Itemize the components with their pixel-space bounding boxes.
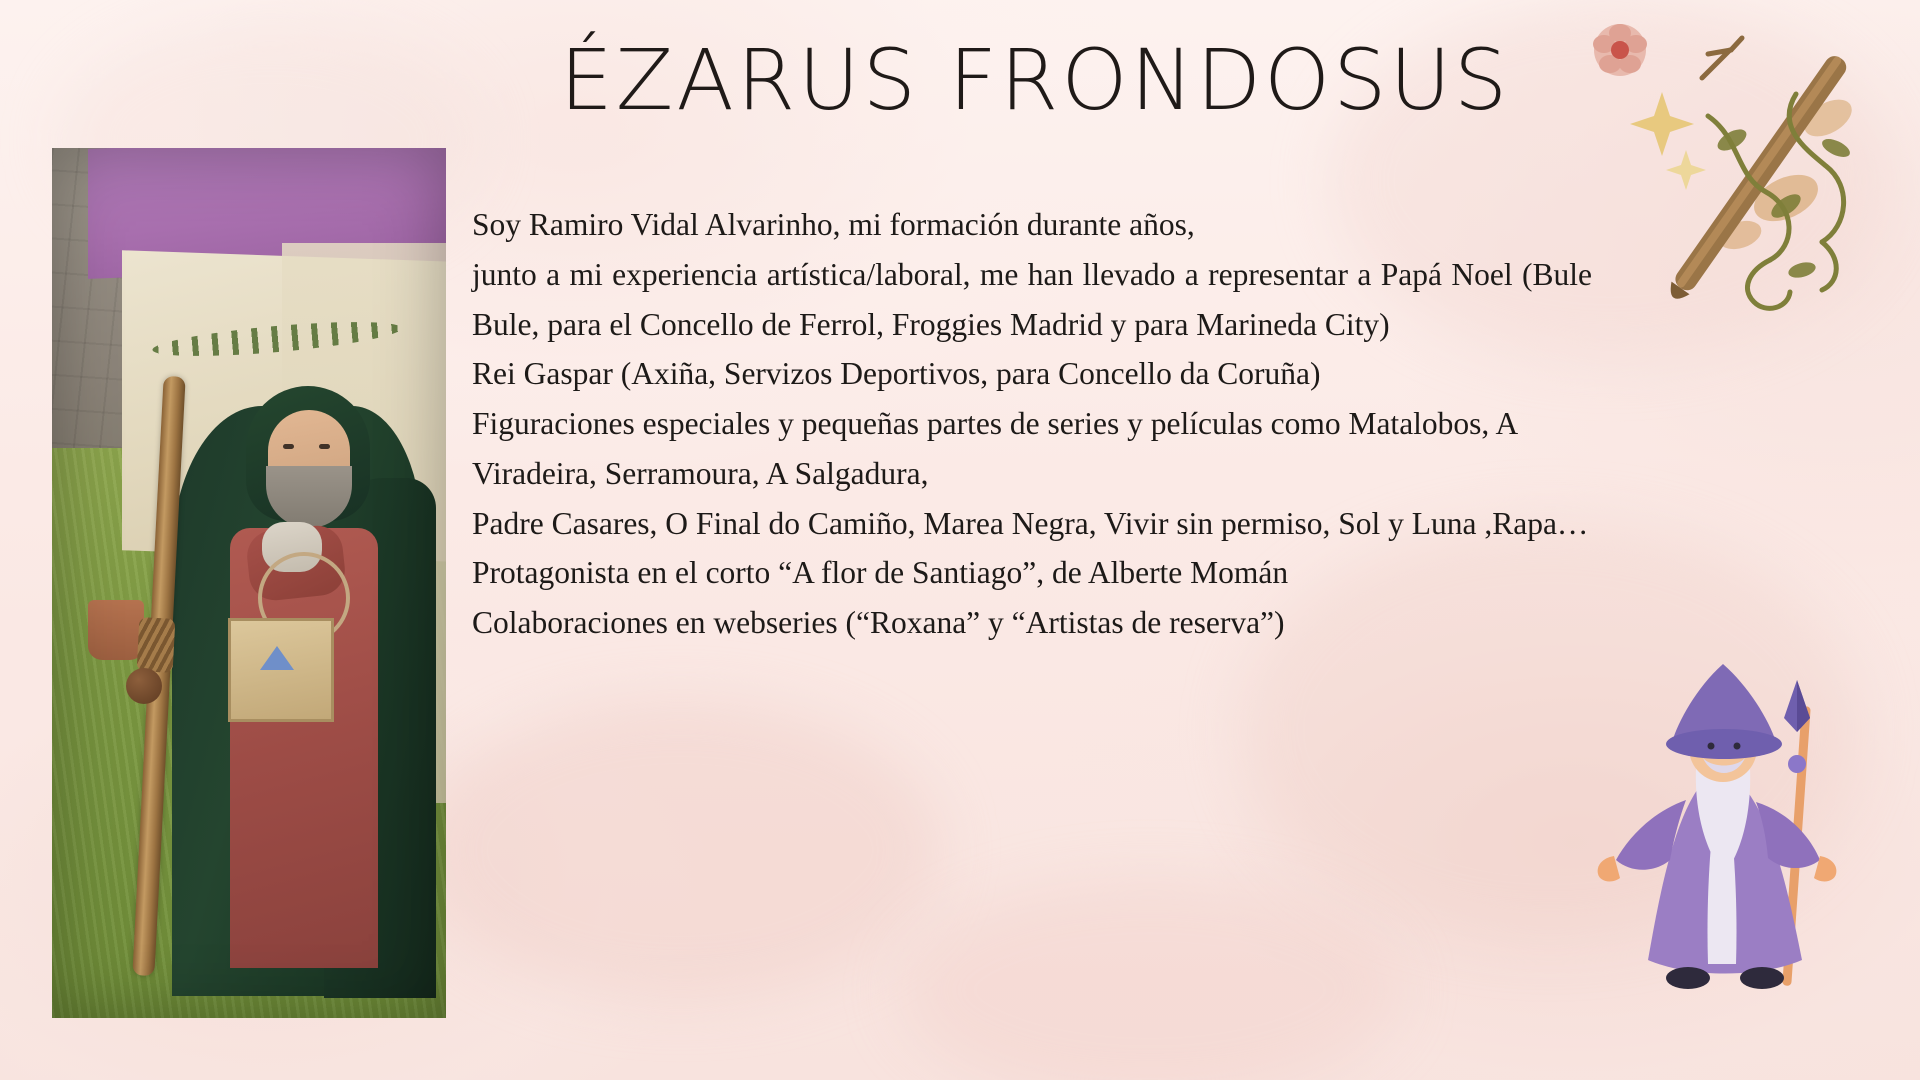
paragraph: Soy Ramiro Vidal Alvarinho, mi formación durante años,: [472, 207, 1195, 242]
paragraph: Rei Gaspar (Axiña, Servizos Deportivos, para Concello da Coruña): [472, 356, 1321, 392]
paragraph: Protagonista en el corto “A flor de Santiago”, de Alberte Momán: [472, 555, 1289, 591]
page-title: ÉZARUS FRONDOSUS: [559, 31, 1511, 129]
photo-vignette: [52, 148, 446, 1018]
paragraph: Colaboraciones en webseries (“Roxana” y “Artistas de reserva”): [472, 605, 1285, 641]
wizard-illustration-icon: [1570, 660, 1900, 1020]
paragraph: junto a mi experiencia artística/laboral, me han llevado a representar a Papá Noel (Bule Bule, para el Concello de Ferrol, Froggies Madrid y para Marineda City): [472, 256, 1592, 342]
paragraph: Padre Casares, O Final do Camiño, Marea Negra, Vivir sin permiso, Sol y Luna ,Rapa…: [472, 505, 1589, 541]
biography-text: [472, 200, 1592, 648]
magic-staff-ornament-icon: [1590, 20, 1920, 350]
watercolor-blotch: [420, 700, 940, 1000]
watercolor-blotch: [900, 880, 1400, 1080]
portrait-photo: [52, 148, 446, 1018]
paragraph: Figuraciones especiales y pequeñas partes de series y películas como Matalobos, A Viradeira, Serramoura, A Salgadura,: [472, 406, 1517, 491]
